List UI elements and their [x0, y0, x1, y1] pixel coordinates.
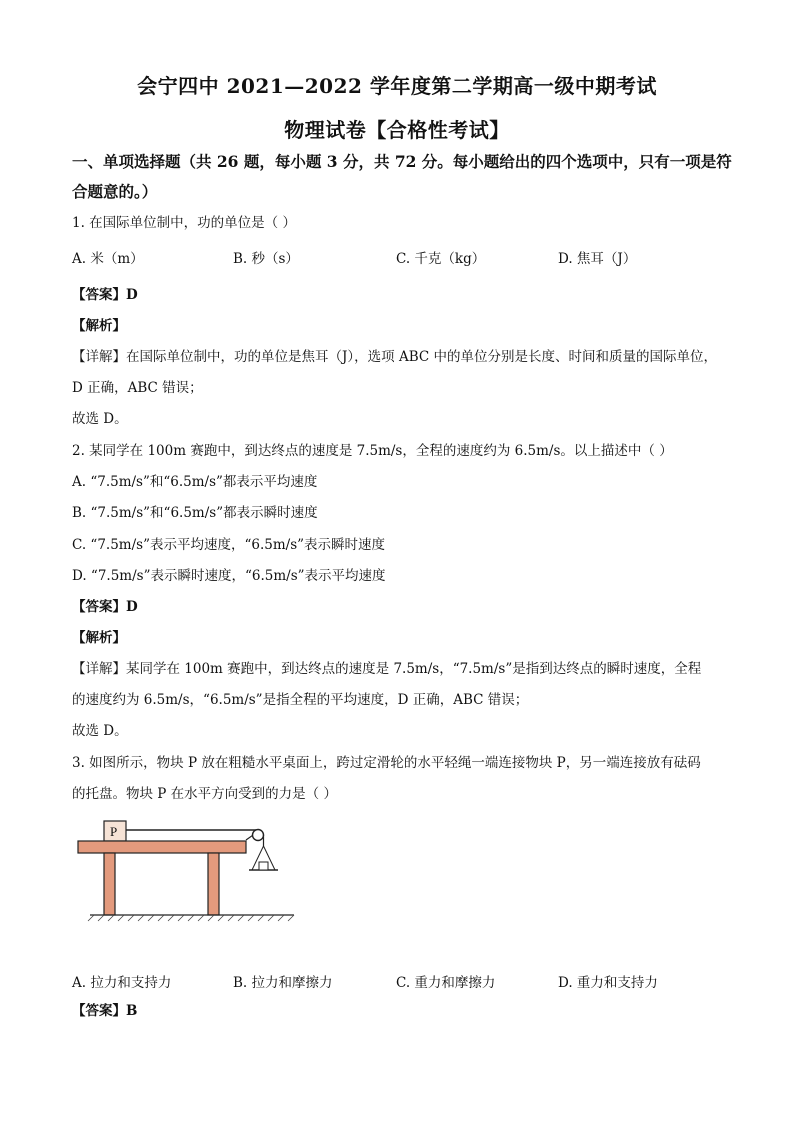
q2-option-b: B. “7.5m/s”和“6.5m/s”都表示瞬时速度	[72, 505, 318, 521]
table-leg-right	[208, 853, 219, 915]
section-heading-line1: 一、单项选择题（共 26 题，每小题 3 分，共 72 分。每小题给出的四个选项中，只有一项是符	[72, 152, 732, 171]
weight-icon	[259, 862, 268, 870]
section-heading-line2: 合题意的。）	[72, 182, 158, 201]
ground-hatch	[88, 915, 294, 921]
q1-option-b: B. 秒（s）	[233, 251, 299, 267]
q1-detail-line1: 【详解】在国际单位制中，功的单位是焦耳（J），选项 ABC 中的单位分别是长度、时间和质量的国际单位，	[72, 349, 717, 365]
q3-stem-line2: 的托盘。物块 P 在水平方向受到的力是（ ）	[72, 786, 337, 802]
q1-option-a: A. 米（m）	[72, 251, 144, 267]
q1-detail-line2: D 正确，ABC 错误；	[72, 380, 203, 396]
q2-stem: 2. 某同学在 100m 赛跑中，到达终点的速度是 7.5m/s，全程的速度约为 6.5m/s。以上描述中（ ）	[72, 443, 673, 459]
table-top	[78, 841, 246, 853]
page-subtitle: 物理试卷【合格性考试】	[284, 118, 510, 142]
q2-answer: 【答案】D	[72, 599, 138, 615]
pulley-icon	[253, 830, 264, 841]
q1-option-c: C. 千克（kg）	[396, 251, 486, 267]
q1-analysis-label: 【解析】	[72, 318, 126, 334]
q2-choice: 故选 D。	[72, 723, 128, 739]
q3-option-a: A. 拉力和支持力	[72, 975, 172, 991]
q3-answer: 【答案】B	[72, 1003, 138, 1019]
block-p-label: P	[110, 824, 118, 839]
q3-option-c: C. 重力和摩擦力	[396, 975, 496, 991]
q1-option-d: D. 焦耳（J）	[558, 251, 637, 267]
q1-choice: 故选 D。	[72, 411, 128, 427]
q2-analysis-label: 【解析】	[72, 630, 126, 646]
q3-figure-table-pulley	[74, 818, 298, 928]
table-leg-left	[104, 853, 115, 915]
q3-option-b: B. 拉力和摩擦力	[233, 975, 333, 991]
q2-detail-line1: 【详解】某同学在 100m 赛跑中，到达终点的速度是 7.5m/s，“7.5m/s”是指到达终点的瞬时速度，全程	[72, 661, 702, 677]
q2-option-d: D. “7.5m/s”表示瞬时速度，“6.5m/s”表示平均速度	[72, 568, 386, 584]
q1-stem: 1. 在国际单位制中，功的单位是（ ）	[72, 215, 296, 231]
q2-option-c: C. “7.5m/s”表示平均速度，“6.5m/s”表示瞬时速度	[72, 537, 386, 553]
q2-detail-line2: 的速度约为 6.5m/s，“6.5m/s”是指全程的平均速度，D 正确，ABC 错误；	[72, 692, 529, 708]
q3-stem-line1: 3. 如图所示，物块 P 放在粗糙水平桌面上，跨过定滑轮的水平轻绳一端连接物块 P，另一端连接放有砝码	[72, 755, 701, 771]
page-title: 会宁四中 2021—2022 学年度第二学期高一级中期考试	[137, 74, 657, 98]
q2-option-a: A. “7.5m/s”和“6.5m/s”都表示平均速度	[72, 474, 318, 490]
q3-option-d: D. 重力和支持力	[558, 975, 658, 991]
q1-answer: 【答案】D	[72, 287, 138, 303]
